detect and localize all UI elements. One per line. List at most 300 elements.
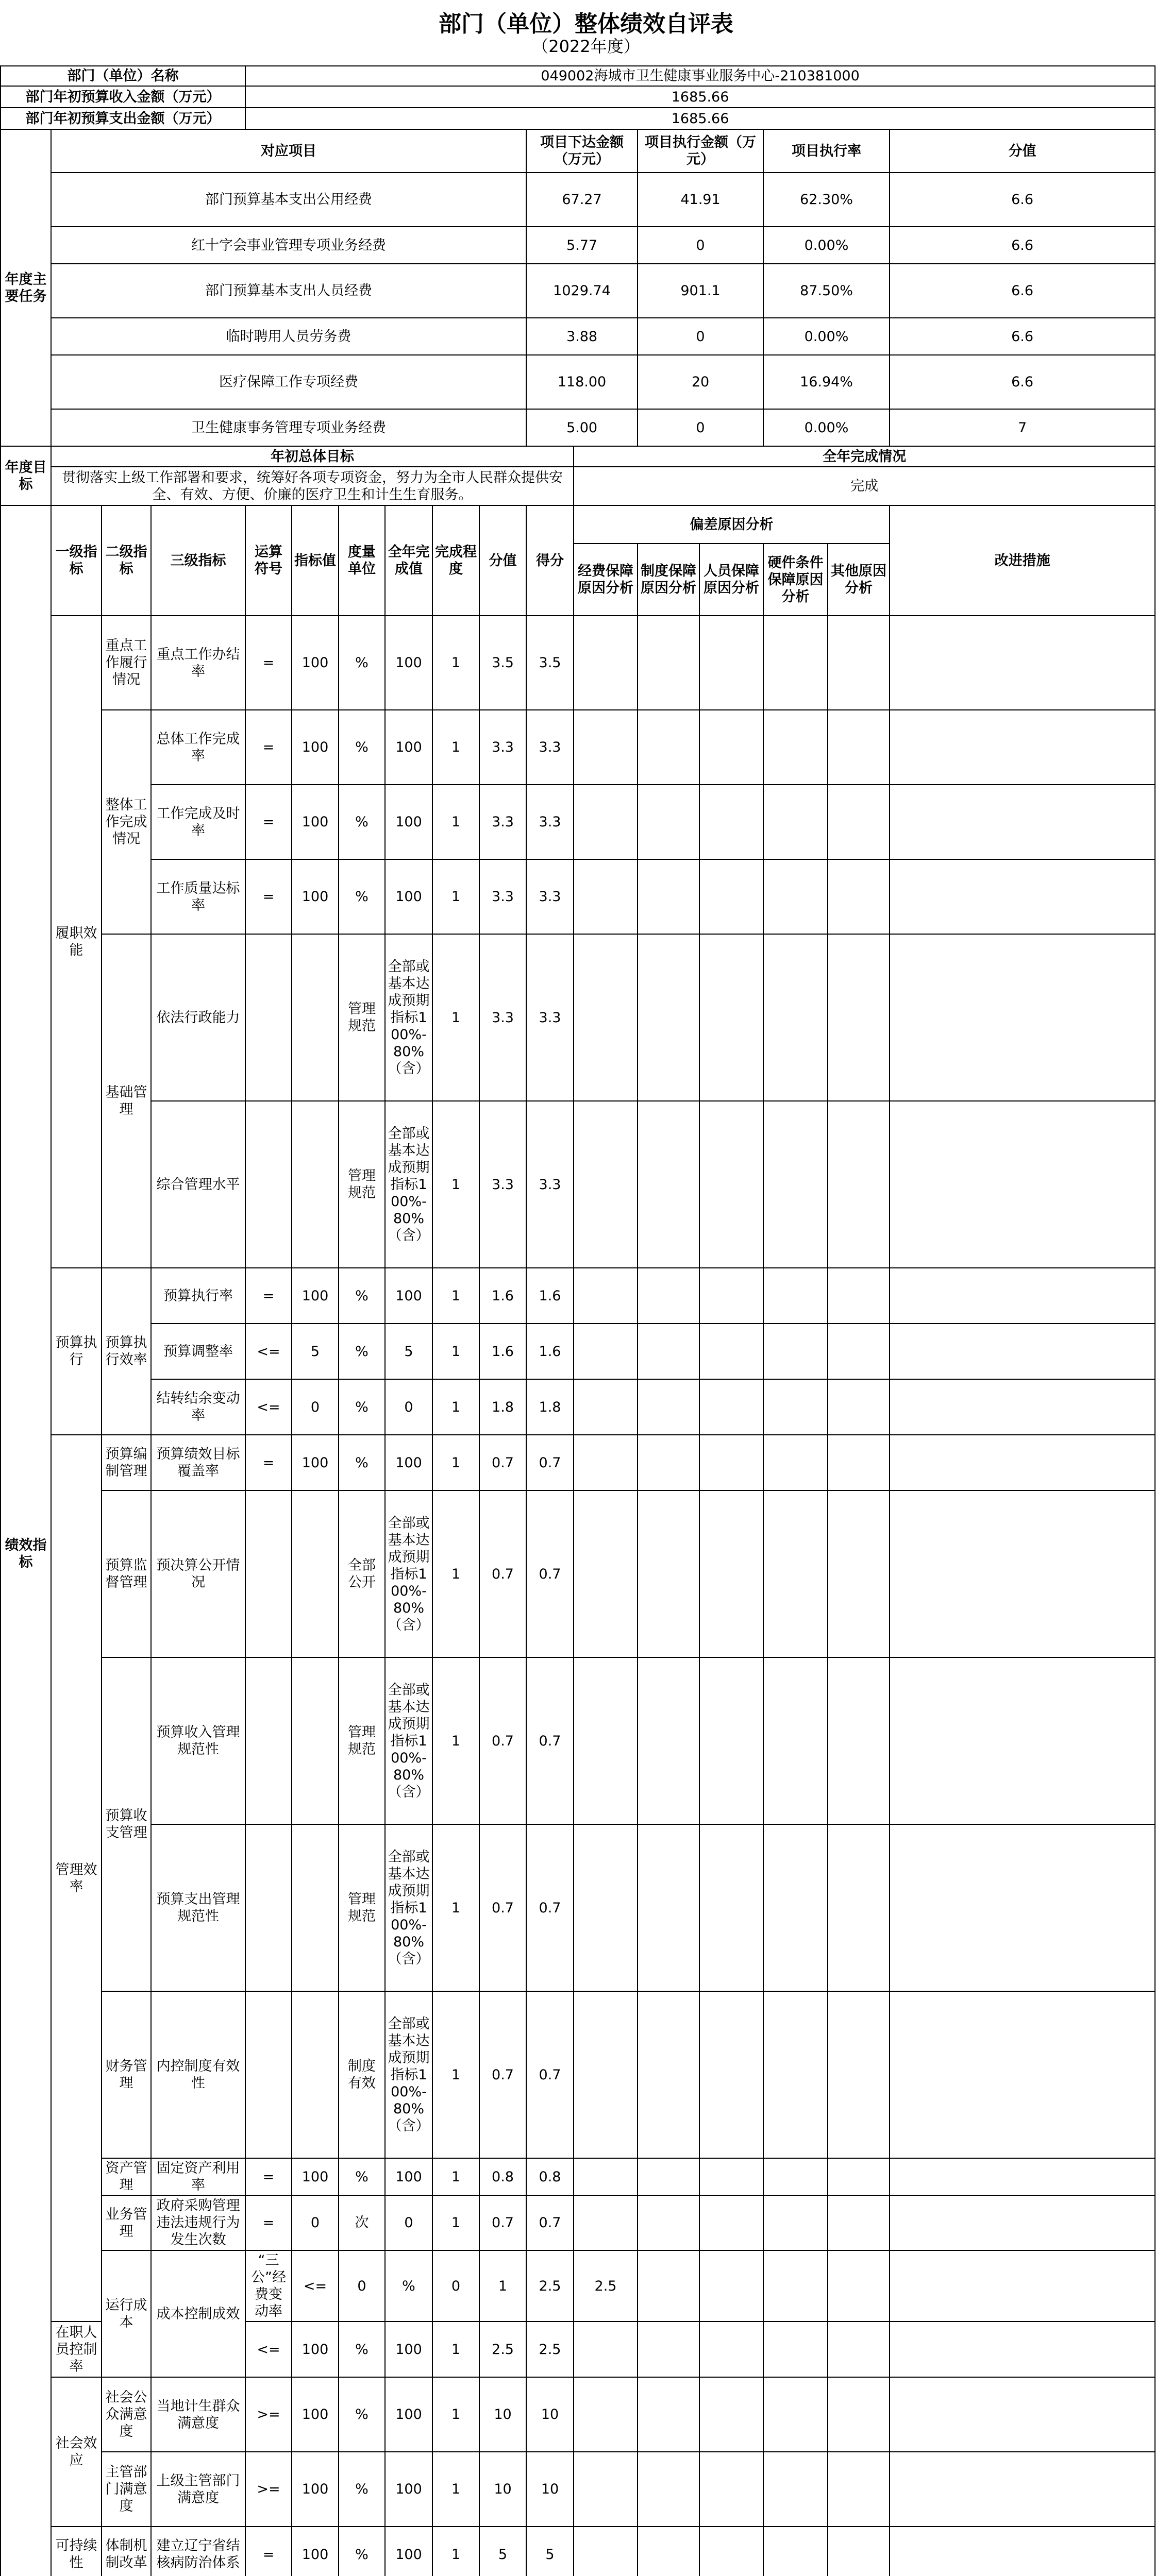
degree-cell: 1 [432,859,479,934]
indicator-row [1,710,1155,785]
degree-cell: 1 [432,2321,479,2377]
actual-cell: 全部或基本达成预期指标100%-80%（含） [385,934,432,1101]
dev-cell [574,2377,638,2452]
dev-cell [574,2158,638,2195]
perf-header-dev-system: 制度保障原因分析 [638,544,699,616]
l3-cell: 预算执行率 [151,1268,245,1324]
actual-cell: 100 [385,2377,432,2452]
indicator-row [1,934,1155,1101]
perf-header-score: 分值 [479,505,526,616]
task-budget: 5.00 [526,409,638,446]
actual-cell: 0 [385,2195,432,2250]
unit-cell: 次 [339,2195,385,2250]
improve-cell [890,2158,1155,2195]
degree-cell: 1 [479,2250,526,2321]
op-cell: = [245,2527,292,2576]
target-cell: 100 [292,2527,339,2576]
unit-cell: % [339,785,385,859]
actual-cell: 全部或基本达成预期指标100%-80%（含） [385,1824,432,1991]
perf-header-improve: 改进措施 [890,505,1155,616]
dev-cell [638,1324,699,1379]
expense-value: 1685.66 [245,108,1155,129]
unit-cell: 制度有效 [339,1991,385,2158]
l3-cell: 建立辽宁省结核病防治体系 [151,2527,245,2576]
dev-cell [699,616,763,710]
dev-cell [699,2527,763,2576]
tasks-header-exec: 项目执行金额（万元） [638,129,763,173]
got-cell: 1.6 [526,1324,574,1379]
improve-cell [890,616,1155,710]
dev-cell [828,785,890,859]
dev-cell [699,1268,763,1324]
dev-cell [638,1101,699,1268]
improve-cell [890,2452,1155,2527]
target-cell [292,1824,339,1991]
dev-cell [574,1490,638,1657]
got-cell: 0.8 [526,2158,574,2195]
dev-cell [638,2527,699,2576]
unit-cell: % [385,2250,432,2321]
got-cell: 10 [526,2452,574,2527]
perf-header-actual: 全年完成值 [385,505,432,616]
page-title: 部门（单位）整体绩效自评表 [439,11,733,37]
unit-cell: % [339,2377,385,2452]
score-cell: 3.3 [479,710,526,785]
improve-cell [890,2321,1155,2377]
task-exec: 0 [638,318,763,355]
task-score: 7 [890,409,1155,446]
indicator-row [1,2452,1155,2527]
target-cell [292,1490,339,1657]
dev-cell [828,1268,890,1324]
dev-cell [763,1101,828,1268]
target-cell: 0 [339,2250,385,2321]
task-row [1,409,1155,446]
dev-cell [574,1435,638,1490]
task-exec: 20 [638,355,763,409]
dev-cell [828,2452,890,2527]
target-cell: 100 [292,710,339,785]
improve-cell [890,1101,1155,1268]
dev-cell [828,859,890,934]
task-score: 6.6 [890,227,1155,264]
dev-cell [828,2377,890,2452]
dev-cell [574,1324,638,1379]
task-row [1,264,1155,318]
perf-header-dev-other: 其他原因分析 [828,544,890,616]
target-cell: 100 [292,2158,339,2195]
actual-cell: 全部或基本达成预期指标100%-80%（含） [385,1490,432,1657]
score-cell: 3.3 [479,934,526,1101]
dev-cell [763,934,828,1101]
l3-cell: 综合管理水平 [151,1101,245,1268]
op-cell: = [245,1435,292,1490]
actual-cell: 100 [385,710,432,785]
dev-cell [574,1991,638,2158]
unit-cell: % [339,859,385,934]
unit-cell: 管理规范 [339,1657,385,1824]
task-item: 临时聘用人员劳务费 [51,318,526,355]
dev-cell [828,2321,890,2377]
got-cell: 3.3 [526,859,574,934]
dev-cell [574,934,638,1101]
task-rate: 62.30% [763,173,890,227]
l2-cell: 预算收支管理 [102,1657,151,1991]
dev-cell [699,859,763,934]
task-item: 部门预算基本支出公用经费 [51,173,526,227]
got-cell: 0.7 [526,2195,574,2250]
improve-cell [890,1824,1155,1991]
dev-cell [699,1101,763,1268]
l2-cell: 财务管理 [102,1991,151,2158]
op-cell: = [245,1268,292,1324]
dept-name-label: 部门（单位）名称 [1,66,245,86]
dev-cell [638,1379,699,1435]
task-exec: 0 [638,227,763,264]
indicator-row [1,2377,1155,2452]
dev-cell [574,859,638,934]
degree-cell: 1 [432,785,479,859]
indicator-row [1,1268,1155,1324]
dev-cell [638,616,699,710]
improve-cell [890,1657,1155,1824]
l2-cell: 主管部门满意度 [102,2452,151,2527]
score-cell: 10 [479,2377,526,2452]
dev-cell [638,2158,699,2195]
dev-cell [638,1991,699,2158]
dev-cell [763,859,828,934]
unit-cell: % [339,1379,385,1435]
l3-cell: “三公”经费变动率 [245,2250,292,2321]
got-cell: 5 [526,2527,574,2576]
degree-cell: 1 [432,2527,479,2576]
dev-cell [638,1824,699,1991]
income-value: 1685.66 [245,86,1155,108]
op-cell: >= [245,2377,292,2452]
l2-cell: 成本控制成效 [151,2250,245,2377]
l3-cell: 上级主管部门满意度 [151,2452,245,2527]
dev-cell [574,1268,638,1324]
degree-cell: 1 [432,1379,479,1435]
improve-cell [890,2195,1155,2250]
dev-cell [638,2321,699,2377]
task-budget: 3.88 [526,318,638,355]
score-cell: 1.6 [479,1268,526,1324]
dev-cell [763,1824,828,1991]
expense-label: 部门年初预算支出金额（万元） [1,108,245,129]
dev-cell [763,1435,828,1490]
goal-done: 完成 [574,467,1155,505]
perf-header-l3: 三级指标 [151,505,245,616]
op-cell: = [245,785,292,859]
dev-cell [638,1490,699,1657]
task-exec: 41.91 [638,173,763,227]
dev-cell [763,710,828,785]
perf-header-got: 得分 [526,505,574,616]
task-exec: 0 [638,409,763,446]
task-row [1,227,1155,264]
degree-cell: 1 [432,1490,479,1657]
score-cell: 10 [479,2452,526,2527]
actual-cell: 0 [385,1379,432,1435]
dev-cell [699,934,763,1101]
actual-cell: 100 [385,2321,432,2377]
l2-cell: 预算执行效率 [102,1268,151,1435]
dev-cell [574,1379,638,1435]
l3-cell: 工作完成及时率 [151,785,245,859]
actual-cell: 100 [385,859,432,934]
target-cell [292,1101,339,1268]
dev-cell [638,785,699,859]
task-budget: 1029.74 [526,264,638,318]
improve-cell [890,710,1155,785]
l1-cell: 运行成本 [102,2250,151,2377]
target-cell: 100 [292,2377,339,2452]
dev-cell [699,785,763,859]
actual-cell: 100 [385,785,432,859]
goal-head-right: 全年完成情况 [574,446,1155,467]
target-cell: 0 [292,1379,339,1435]
dev-cell [574,616,638,710]
dev-cell [763,2195,828,2250]
l2-cell: 基础管理 [102,934,151,1268]
dev-cell [638,710,699,785]
target-cell: 100 [292,859,339,934]
target-cell [292,1991,339,2158]
dev-cell [763,2527,828,2576]
degree-cell: 1 [432,616,479,710]
perf-header-dev-funds: 经费保障原因分析 [574,544,638,616]
got-cell: 3.5 [526,616,574,710]
got-cell: 0.7 [526,1435,574,1490]
unit-cell: % [339,1268,385,1324]
target-cell: 100 [292,1435,339,1490]
dev-cell [699,1379,763,1435]
task-item: 部门预算基本支出人员经费 [51,264,526,318]
task-rate: 0.00% [763,318,890,355]
dev-cell [699,1824,763,1991]
task-row [1,318,1155,355]
unit-cell: % [339,2158,385,2195]
l3-cell: 在职人员控制率 [51,2321,102,2377]
dev-cell [828,2158,890,2195]
op-cell: >= [245,2452,292,2527]
goal-head-left: 年初总体目标 [51,446,574,467]
degree-cell: 1 [432,1435,479,1490]
dev-cell [638,2250,699,2321]
dev-cell [828,2250,890,2321]
l3-cell: 依法行政能力 [151,934,245,1101]
dev-cell [574,2321,638,2377]
dev-cell [828,616,890,710]
indicator-row [1,2527,1155,2576]
dev-cell [828,1379,890,1435]
got-cell: 0.7 [526,1824,574,1991]
dev-cell [763,785,828,859]
score-cell: 1.8 [479,1379,526,1435]
got-cell: 2.5 [574,2250,638,2321]
op-cell [245,1490,292,1657]
degree-cell: 1 [432,1991,479,2158]
dev-cell [699,1435,763,1490]
task-item: 卫生健康事务管理专项业务经费 [51,409,526,446]
task-score: 6.6 [890,355,1155,409]
actual-cell: 100 [385,1435,432,1490]
task-rate: 87.50% [763,264,890,318]
l3-cell: 内控制度有效性 [151,1991,245,2158]
target-cell: 100 [292,1268,339,1324]
l1-cell: 社会效应 [51,2377,102,2527]
actual-cell: 全部或基本达成预期指标100%-80%（含） [385,1991,432,2158]
op-cell: = [245,710,292,785]
l3-cell: 工作质量达标率 [151,859,245,934]
score-cell: 3.3 [479,1101,526,1268]
dev-cell [828,1991,890,2158]
perf-section-label: 绩效指标 [1,505,51,2576]
perf-header-deviation: 偏差原因分析 [574,505,890,544]
score-cell: 1.6 [479,1324,526,1379]
score-cell: 0.8 [479,2158,526,2195]
dev-cell [574,785,638,859]
op-cell [245,1101,292,1268]
actual-cell: 100 [385,1268,432,1324]
score-cell: 0.7 [479,1435,526,1490]
dev-cell [763,1657,828,1824]
dev-cell [890,2250,1155,2321]
page-subtitle: （2022年度） [532,37,640,56]
dev-cell [763,2321,828,2377]
op-cell: = [245,2195,292,2250]
perf-header-dev-staff: 人员保障原因分析 [699,544,763,616]
task-row [1,355,1155,409]
indicator-row [1,1991,1155,2158]
got-cell: 3.3 [526,785,574,859]
l2-cell: 社会公众满意度 [102,2377,151,2452]
indicator-row [1,1324,1155,1379]
tasks-header-score: 分值 [890,129,1155,173]
dev-cell [638,1435,699,1490]
dev-cell [574,1657,638,1824]
op-cell: = [245,859,292,934]
l3-cell: 预决算公开情况 [151,1490,245,1657]
goal-text: 贯彻落实上级工作部署和要求，统筹好各项专项资金，努力为全市人民群众提供安全、有效、方便、价廉的医疗卫生和计生生育服务。 [51,467,574,505]
l3-cell: 政府采购管理违法违规行为发生次数 [151,2195,245,2250]
score-cell: 2.5 [526,2250,574,2321]
indicator-row [1,1435,1155,1490]
improve-cell [890,1268,1155,1324]
improve-cell [890,2527,1155,2576]
dev-cell [763,1324,828,1379]
score-cell: 0.7 [479,1490,526,1657]
target-cell: 100 [292,616,339,710]
dev-cell [763,1490,828,1657]
got-cell: 10 [526,2377,574,2452]
indicator-row [1,2158,1155,2195]
unit-cell: 管理规范 [339,1101,385,1268]
task-item: 医疗保障工作专项经费 [51,355,526,409]
actual-cell: 0 [432,2250,479,2321]
unit-cell: % [339,710,385,785]
dept-name-value: 049002海城市卫生健康事业服务中心-210381000 [245,66,1155,86]
tasks-header-budget: 项目下达金额（万元） [526,129,638,173]
dev-cell [763,2377,828,2452]
improve-cell [890,934,1155,1101]
actual-cell: 100 [385,2527,432,2576]
actual-cell: 5 [385,1324,432,1379]
perf-header-op: 运算符号 [245,505,292,616]
evaluation-table [0,65,1156,2576]
degree-cell: 1 [432,1657,479,1824]
l2-cell: 业务管理 [102,2195,151,2250]
op-cell: = [245,616,292,710]
degree-cell: 1 [432,1101,479,1268]
l1-cell: 预算执行 [51,1268,102,1435]
dev-cell [574,1101,638,1268]
task-score: 6.6 [890,264,1155,318]
dev-cell [763,1991,828,2158]
indicator-row [1,785,1155,859]
dev-cell [828,1435,890,1490]
goal-section-label: 年度目标 [1,446,51,505]
dev-cell [763,1379,828,1435]
task-budget: 67.27 [526,173,638,227]
perf-header-dev-hardware: 硬件条件保障原因分析 [763,544,828,616]
target-cell: 0 [292,2195,339,2250]
l3-cell: 固定资产利用率 [151,2158,245,2195]
score-cell: 3.5 [479,616,526,710]
dev-cell [574,1824,638,1991]
dev-cell [828,2195,890,2250]
target-cell [292,934,339,1101]
dev-cell [763,1268,828,1324]
l3-cell: 预算收入管理规范性 [151,1657,245,1824]
actual-cell: 全部或基本达成预期指标100%-80%（含） [385,1657,432,1824]
perf-header-l2: 二级指标 [102,505,151,616]
dev-cell [828,710,890,785]
dev-cell [638,1268,699,1324]
improve-cell [890,1991,1155,2158]
tasks-header-item: 对应项目 [51,129,526,173]
perf-header-l1: 一级指标 [51,505,102,616]
indicator-row [1,616,1155,710]
l3-cell: 预算绩效目标覆盖率 [151,1435,245,1490]
task-rate: 0.00% [763,227,890,264]
got-cell: 3.3 [526,934,574,1101]
target-cell: 5 [292,1324,339,1379]
target-cell: 100 [292,785,339,859]
tasks-header-rate: 项目执行率 [763,129,890,173]
dev-cell [699,1324,763,1379]
degree-cell: 1 [432,710,479,785]
l3-cell: 总体工作完成率 [151,710,245,785]
degree-cell: 1 [432,2195,479,2250]
op-cell [245,934,292,1101]
perf-header-degree: 完成程度 [432,505,479,616]
degree-cell: 1 [432,1824,479,1991]
dev-cell [699,1490,763,1657]
dev-cell [699,2158,763,2195]
tasks-section-label: 年度主要任务 [1,129,51,446]
income-label: 部门年初预算收入金额（万元） [1,86,245,108]
dev-cell [763,2452,828,2527]
l1-cell: 履职效能 [51,616,102,1268]
l2-cell: 资产管理 [102,2158,151,2195]
score-cell: 0.7 [479,1991,526,2158]
improve-cell [890,785,1155,859]
op-cell: <= [245,1379,292,1435]
op-cell [245,1991,292,2158]
improve-cell [890,2377,1155,2452]
